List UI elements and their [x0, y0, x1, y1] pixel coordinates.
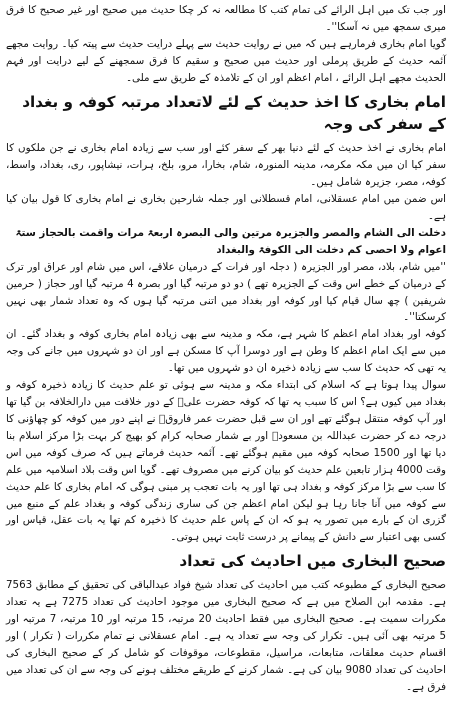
section-heading-travels: امام بخاری کا اخذ حدیث کے لئے لاتعداد مرتبہ کوفہ و بغداد کے سفر کی وجہ: [22, 92, 446, 134]
document-page: [6, 2, 446, 702]
arabic-quote: دخلت الی الشام والمصر والجزیرہ مرتین والی البصرہ اربعۃ مرات واقمت بالحجاز ستۃ اعوام ولا احصی کم دخلت الی الکوفۃ والبغداد: [15, 226, 446, 256]
section-heading-hadith-count: صحیح البخاری میں احادیث کی تعداد: [179, 552, 446, 571]
travels-paragraph-2: اس ضمن میں امام عسقلانی، امام قسطلانی اور جملہ شارحین بخاری نے امام بخاری کا قول بیان کیا ہے۔: [6, 192, 446, 222]
intro-paragraph-1: اور جب تک میں اہل الرائے کی تمام کتب کا مطالعہ نہ کر چکا حدیث میں صحیح اور غیر صحیح کا فرق میری سمجھ میں نہ آسکا''۔: [6, 4, 446, 33]
travels-paragraph-3: ''میں شام، بلاد، مصر اور الجزیرہ ( دجلہ اور فرات کے درمیان علاقے، اس میں شام اور عراق اور ترک کے درمیان کے خطے اس وقت کے الجزیرہ تھے ) دو دو مرتبہ گیا اور بصرہ 4 مرتبہ گیا اور حجاز ( حرمین شریفین ) چھ سال قیام کیا اور کوفہ اور بغداد میں اتنی مرتبہ گیا ہوں کہ وہ تعداد شمار بھی نہیں کرسکتا''۔: [6, 260, 446, 324]
hadith-count-paragraph: صحیح البخاری کے مطبوعہ کتب میں احادیث کی تعداد شیخ فواد عبدالباقی کی تحقیق کے مطابق 7563 ہے۔ مقدمہ ابن الصلاح میں ہے کہ صحیح البخاری میں موجود احادیث کی تعداد 7275 ہے یہ تعداد مکررات سمیت ہے۔ صحیح البخاری میں فقط احادیث 20 مرتبہ، 15 مرتبہ اور 10 مرتبہ، 7 مرتبہ اور 5 مرتبہ بھی آئی ہیں۔ تکرار کی وجہ سے تعداد یہ ہے۔ امام عسقلانی نے تمام مکررات ( تکرار ) اور اقسام حدیث معلقات، متابعات، مراسیل، مقطوعات، موقوفات کو شامل کر کے صحیح البخاری کی احادیث کی تعداد 9080 بیان کی ہے۔ شمار کرنے کے طریقے مختلف ہونے کی وجہ سے ان کی تعداد میں فرق ہے۔: [6, 579, 446, 693]
intro-paragraph-2: گویا امام بخاری فرمارہے ہیں کہ میں نے روایت حدیث سے پہلے درایت حدیث سے پیتہ کیا۔ روایت مجھے آئمہ حدیث کے طریق پرملی اور حدیث میں صحیح و سقیم کا فرق سمجھنے کے لیے درایت اور فہم الحدیث مجھے اہل الرائے ، امام اعظم اور ان کے تلامذہ کے طریق سے ملی۔: [6, 37, 446, 84]
travels-paragraph-1: امام بخاری نے اخذ حدیث کے لئے دنیا بھر کے سفر کئے اور سب سے زیادہ امام بخاری نے جن ملکوں کا سفر کیا ان میں مکہ مکرمہ، مدینہ المنورہ، شام، بخارا، مرو، بلخ، ہرات، نیشاپور، ری، بغداد، واسط، کوفہ، مصر، جزیرہ شامل ہیں۔: [6, 142, 446, 189]
travels-paragraph-5: سوال پیدا ہوتا ہے کہ اسلام کی ابتداء مکہ و مدینہ سے ہوئی تو علم حدیث کا زیادہ ذخیرہ کوفہ و بغداد میں کیوں ہے؟ اس کا سبب یہ تھا کہ کوفہ حضرت علیؓ کے دور خلافت میں دارالخلافہ بن گیا تھا اور آپ کوفہ منتقل ہوگئے تھے اور ان سے قبل حضرت عمر فاروقؓ نے اپنے دور میں کوفہ کو چھاؤنی کا درجہ دے کر حضرت عبداللہ بن مسعودؓ اور بے شمار صحابہ کرام کو بھیج کر بہت بڑا مرکز اسلام بنا دیا تھا اور 1500 صحابہ کوفہ میں مقیم ہوگئے تھے۔ آئمہ حدیث فرماتے ہیں کہ صرف کوفہ میں اس وقت 4000 ہزار تابعین علم حدیث کو بیان کرنے میں مصروف تھے۔ گویا اس وقت بلاد اسلامیہ میں علم کا سب سے بڑا مرکز کوفہ و بغداد ہی تھا اور یہ بات تعجب پر مبنی ہوگی کہ امام بخاری کا علم حدیث سے کوفہ میں آنا جانا رہا ہو لیکن امام اعظم جن کی ساری زندگی کوفہ و بغداد علم کے منبع میں گزری ان کے بارے میں تصور یہ ہو کہ ان کے پاس علم حدیث کا ذخیرہ کم تھا یہ بات عقل، قیاس اور کسی بھی اعتبار سے دانش کے پیمانے پر درست ثابت نہیں ہوتی۔: [6, 379, 447, 544]
travels-paragraph-4: کوفہ اور بغداد امام اعظم کا شہر ہے، مکہ و مدینہ سے بھی زیادہ امام بخاری کوفہ و بغداد گئے۔ ان میں سے ایک امام اعظم کا وطن ہے اور دوسرا آپ کا مسکن ہے اور ان دو شہروں میں جانے کی وجہ یہ تھی کہ حدیث کا سب سے زیادہ ذخیرہ ان دو شہروں میں تھا۔: [6, 328, 446, 375]
